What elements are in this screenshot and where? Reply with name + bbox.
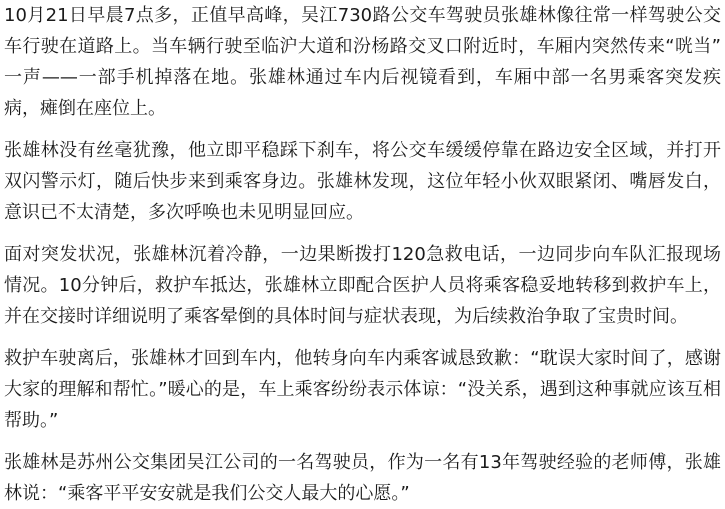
- paragraph-driver-profile: 张雄林是苏州公交集团吴江公司的一名驾驶员，作为一名有13年驾驶经验的老师傅，张雄林说：“乘客平平安安就是我们公交人最大的心愿。”: [4, 452, 721, 504]
- paragraph-incident-intro: 10月21日早晨7点多，正值早高峰，吴江730路公交车驾驶员张雄林像往常一样驾驶公交车行驶在道路上。当车辆行驶至临沪大道和汾杨路交叉口附近时，车厢内突然传来“咣当”一声——一部手机掉落在地。张雄林通过车内后视镜看到，车厢中部一名男乘客突发疾病，瘫倒在座位上。: [4, 5, 721, 119]
- paragraph-emergency-call: 面对突发状况，张雄林沉着冷静，一边果断拨打120急救电话，一边同步向车队汇报现场情况。10分钟后，救护车抵达，张雄林立即配合医护人员将乘客稳妥地转移到救护车上，并在交接时详细说明了乘客晕倒的具体时间与症状表现，为后续救治争取了宝贵时间。: [4, 244, 721, 327]
- paragraph-driver-response: 张雄林没有丝毫犹豫，他立即平稳踩下刹车，将公交车缓缓停靠在路边安全区域，并打开双闪警示灯，随后快步来到乘客身边。张雄林发现，这位年轻小伙双眼紧闭、嘴唇发白，意识已不太清楚，多次呼唤也未见明显回应。: [4, 140, 721, 223]
- paragraph-apology-passengers: 救护车驶离后，张雄林才回到车内，他转身向车内乘客诚恳致歉：“耽误大家时间了，感谢大家的理解和帮忙。”暖心的是，车上乘客纷纷表示体谅：“没关系，遇到这种事就应该互相帮助。”: [4, 348, 721, 431]
